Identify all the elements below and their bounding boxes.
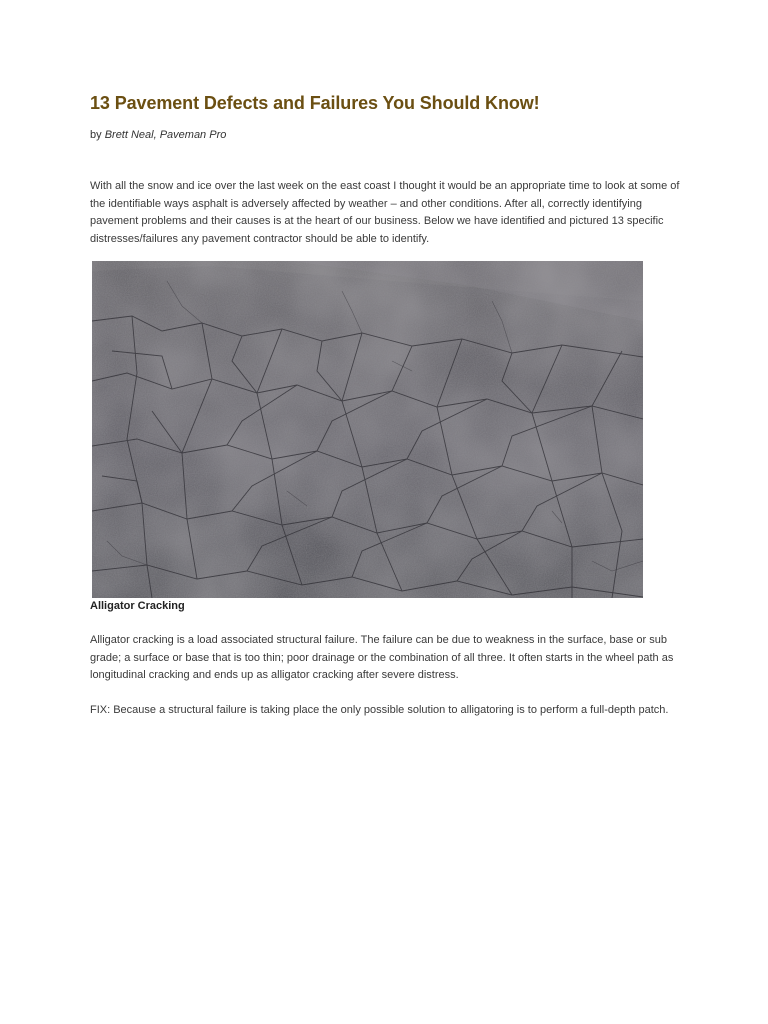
fix-paragraph: FIX: Because a structural failure is taking place the only possible solution to alligatoring is to perform a full-depth patch. [90, 704, 669, 716]
byline-prefix: by [90, 129, 105, 141]
article-title: 13 Pavement Defects and Failures You Should Know! [90, 93, 540, 113]
description-paragraph: Alligator cracking is a load associated structural failure. The failure can be due to weakness in the surface, base or sub grade; a surface or base that is too thin; poor drainage or the combination of all three. It often starts in the wheel path as longitudinal cracking and ends up as alligator cracking after severe distress. [90, 634, 674, 681]
byline [90, 129, 226, 141]
alligator-cracking-photo [92, 261, 643, 598]
intro-paragraph: With all the snow and ice over the last week on the east coast I thought it would be an appropriate time to look at some of the identifiable ways asphalt is adversely affected by weather – and other conditions. After all, correctly identifying pavement problems and their causes is at the heart of our business. Below we have identified and pictured 13 specific distresses/failures any pavement contractor should be able to identify. [90, 180, 680, 245]
image-caption: Alligator Cracking [90, 600, 185, 612]
author-name: Brett Neal, Paveman Pro [104, 129, 227, 141]
